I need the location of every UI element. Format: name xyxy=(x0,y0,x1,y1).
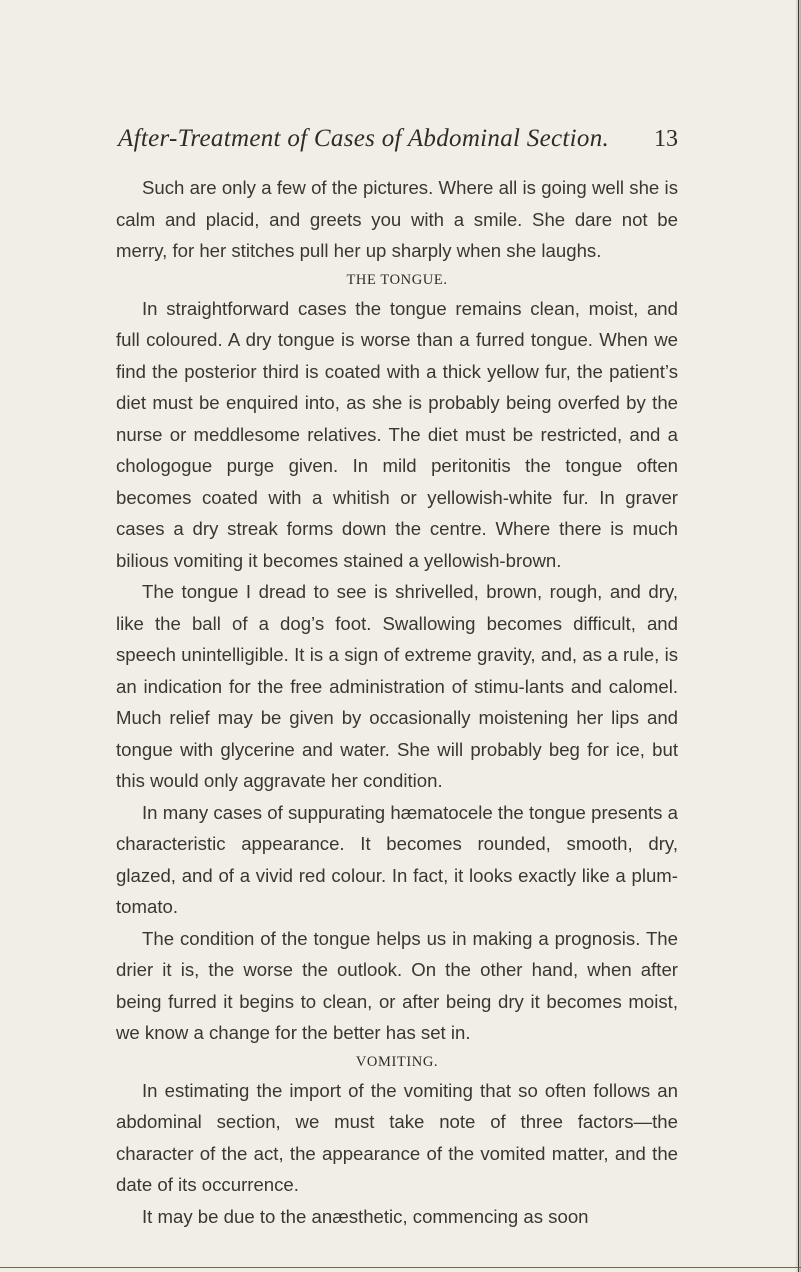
paragraph: In many cases of suppurating hæmatocele the tongue presents a characteristic appearance. It becomes rounded, smooth, dry, glazed, and of a vivid red colour. In fact, it looks exactly like a plum-tomato. xyxy=(116,801,678,917)
paragraph: In straightforward cases the tongue remains clean, moist, and full coloured. A dry tongue is worse than a furred tongue. When we find the posterior third is coated with a thick yellow fur, the patient’s diet must be enquired into, as she is probably being overfed by the nurse or meddlesome relatives. The diet must be restricted, and a chologogue purge given. In mild peritonitis the tongue often becomes coated with a whitish or yellowish-white fur. In graver cases a dry streak forms down the centre. Where there is much bilious vomiting it becomes stained a yellowish-brown. xyxy=(116,297,678,571)
page-edge-line xyxy=(798,0,799,1272)
paragraph: The condition of the tongue helps us in making a prognosis. The drier it is, the worse the outlook. On the other hand, when after being furred it begins to clean, or after being dry it becomes moist, we know a change for the better has set in. xyxy=(116,927,678,1043)
running-title: After-Treatment of Cases of Abdominal Section. xyxy=(118,125,610,152)
body-text xyxy=(116,172,678,1232)
page-bottom-edge xyxy=(0,1267,801,1268)
section-heading-vomiting: VOMITING. xyxy=(355,1053,439,1070)
section-heading-tongue: THE TONGUE. xyxy=(346,271,448,288)
paragraph: It may be due to the anæsthetic, commencing as soon xyxy=(142,1205,589,1227)
running-head xyxy=(118,125,678,161)
paragraph: In estimating the import of the vomiting that so often follows an abdominal section, we must take note of three factors—the character of the act, the appearance of the vomited matter, and the date of its occurrence. xyxy=(116,1079,678,1195)
paragraph: The tongue I dread to see is shrivelled, brown, rough, and dry, like the ball of a dog’s foot. Swallowing becomes difficult, and speech unintelligible. It is a sign of extreme gravity, and, as a rule, is an indication for the free administration of stimu-lants and calomel. Much relief may be given by occasionally moistening her lips and tongue with glycerine and water. She will probably beg for ice, but this would only aggravate her condition. xyxy=(116,581,678,791)
paragraph: Such are only a few of the pictures. Where all is going well she is calm and placid, and greets you with a smile. She dare not be merry, for her stitches pull her up sharply when she laughs. xyxy=(116,177,678,261)
page-number: 13 xyxy=(654,126,678,152)
